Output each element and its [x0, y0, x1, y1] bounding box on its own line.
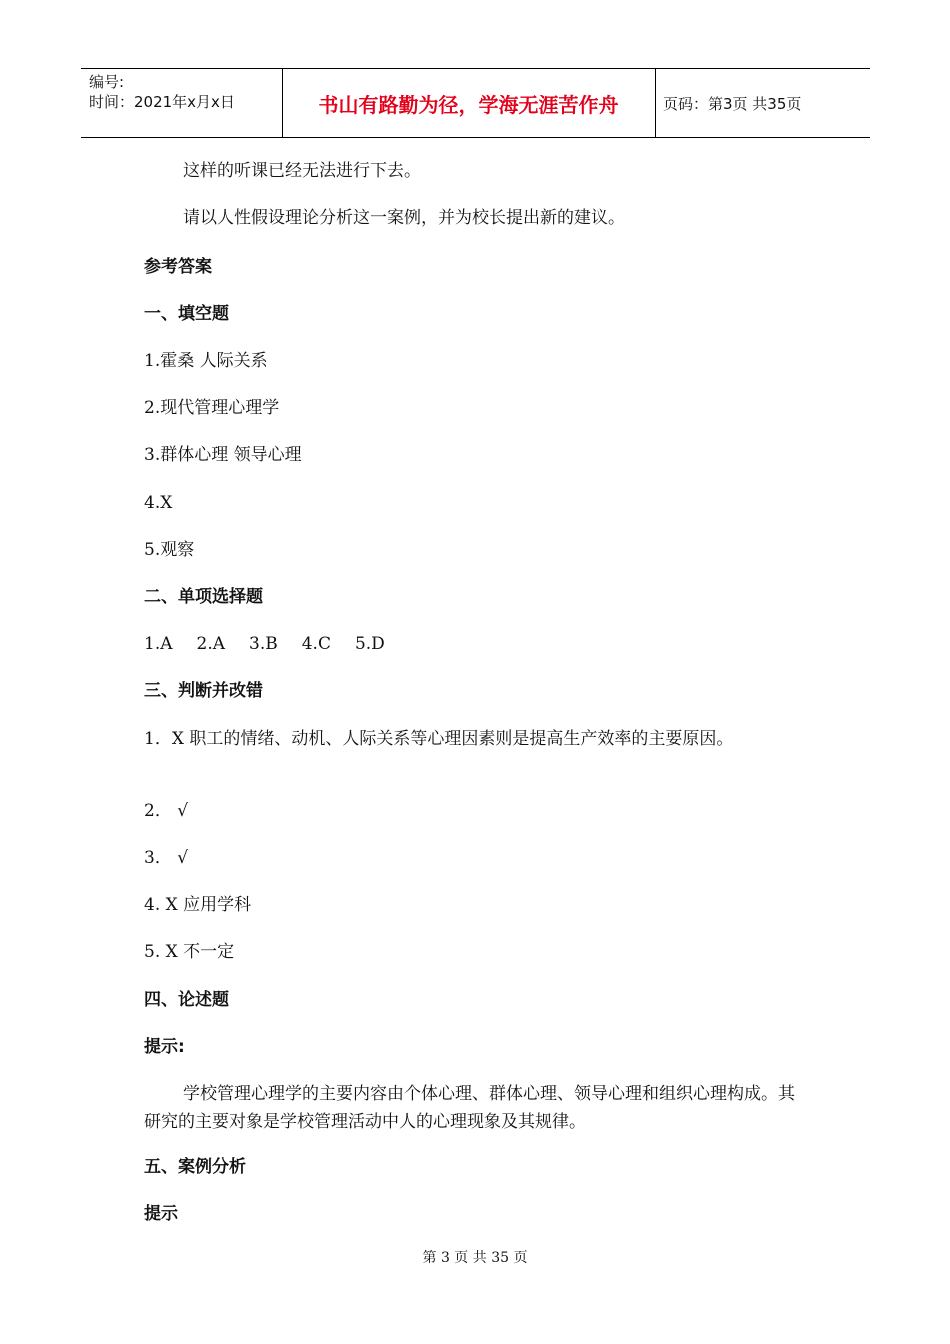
section-title: 四、论述题 [144, 990, 229, 1010]
section-title: 二、单项选择题 [144, 587, 263, 607]
intro-line: 请以人性假设理论分析这一案例，并为校长提出新的建议。 [183, 208, 625, 228]
header-page-info: 页码：第3页 共35页 [663, 95, 802, 113]
choice-answer: 4.C [301, 634, 331, 654]
section-title: 三、判断并改错 [144, 681, 263, 701]
list-item: 3． √ [144, 848, 189, 868]
header-meta [89, 72, 235, 112]
code-label: 编号: [89, 73, 125, 91]
date-label: 时间：2021年x月x日 [89, 93, 235, 111]
choice-answers [144, 634, 385, 654]
header-divider [655, 69, 656, 137]
section-title: 五、案例分析 [144, 1157, 246, 1177]
list-item: 3.群体心理 领导心理 [144, 445, 302, 465]
essay-paragraph: 学校管理心理学的主要内容由个体心理、群体心理、领导心理和组织心理构成。其研究的主要对象是学校管理活动中人的心理现象及其规律。 [144, 1084, 795, 1132]
list-item: 2． √ [144, 801, 189, 821]
section-title: 一、填空题 [144, 304, 229, 324]
list-item: 5. X 不一定 [144, 942, 235, 962]
hint-label: 提示: [144, 1037, 185, 1057]
list-item: 4. X 应用学科 [144, 895, 252, 915]
choice-answer: 2.A [196, 634, 225, 654]
list-item: 4.X [144, 493, 173, 513]
page-footer: 第 3 页 共 35 页 [422, 1250, 528, 1266]
choice-answer: 1.A [144, 634, 173, 654]
list-item: 2.现代管理心理学 [144, 398, 280, 418]
header-motto: 书山有路勤为径，学海无涯苦作舟 [318, 92, 619, 117]
answer-title: 参考答案 [144, 257, 212, 277]
list-item: 1.霍桑 人际关系 [144, 351, 268, 371]
intro-line: 这样的听课已经无法进行下去。 [183, 161, 421, 181]
choice-answer: 3.B [249, 634, 278, 654]
hint-label: 提示 [144, 1204, 178, 1224]
choice-answer: 5.D [354, 634, 385, 654]
page-header [81, 68, 870, 138]
list-item: 1．X 职工的情绪、动机、人际关系等心理因素则是提高生产效率的主要原因。 [144, 729, 734, 749]
list-item: 5.观察 [144, 540, 195, 560]
